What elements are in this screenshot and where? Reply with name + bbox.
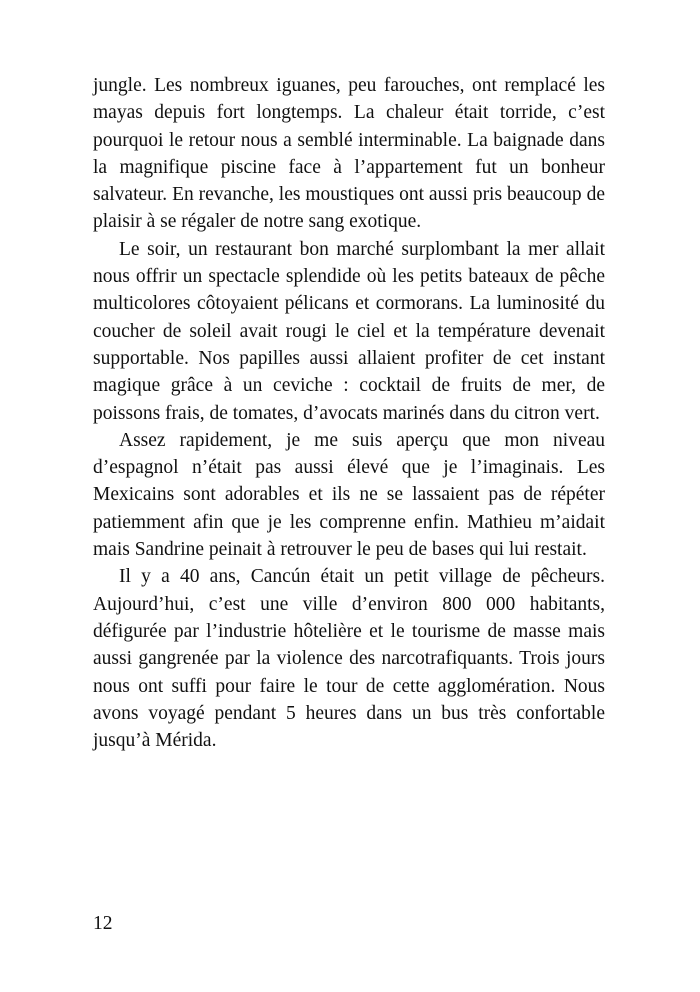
paragraph-1: jungle. Les nombreux iguanes, peu farouches, ont remplacé les mayas depuis fort longtemps. La chaleur était torride, c’est pourquoi le retour nous a semblé interminable. La baignade dans la magnifique piscine face à l’appartement fut un bonheur salvateur. En revanche, les moustiques ont aussi pris beaucoup de plaisir à se régaler de notre sang exotique. [93, 75, 605, 233]
paragraph-2: Le soir, un restaurant bon marché surplombant la mer allait nous offrir un spectacle splendide où les petits bateaux de pêche multicolores côtoyaient pélicans et cormorans. La luminosité du coucher de soleil avait rougi le ciel et la température devenait supportable. Nos papilles aussi allaient profiter de cet instant magique grâce à un ceviche : cocktail de fruits de mer, de poissons frais, de tomates, d’avocats marinés dans du citron vert. [93, 238, 605, 424]
page-number: 12 [93, 913, 113, 934]
paragraph-3: Assez rapidement, je me suis aperçu que mon niveau d’espagnol n’était pas aussi élevé que je l’imaginais. Les Mexicains sont adorables et ils ne se lassaient pas de répéter patiemment afin que je les comprenne enfin. Mathieu m’aidait mais Sandrine peinait à retrouver le peu de bases qui lui restait. [93, 429, 605, 561]
paragraph-4: Il y a 40 ans, Cancún était un petit village de pêcheurs. Aujourd’hui, c’est une ville d’environ 800 000 habitants, défigurée par l’industrie hôtelière et le tourisme de masse mais aussi gangrenée par la violence des narcotrafiquants. Trois jours nous ont suffi pour faire le tour de cette agglomération. Nous avons voyagé pendant 5 heures dans un bus très confortable jusqu’à Mérida. [93, 566, 605, 752]
body-text [93, 72, 605, 754]
